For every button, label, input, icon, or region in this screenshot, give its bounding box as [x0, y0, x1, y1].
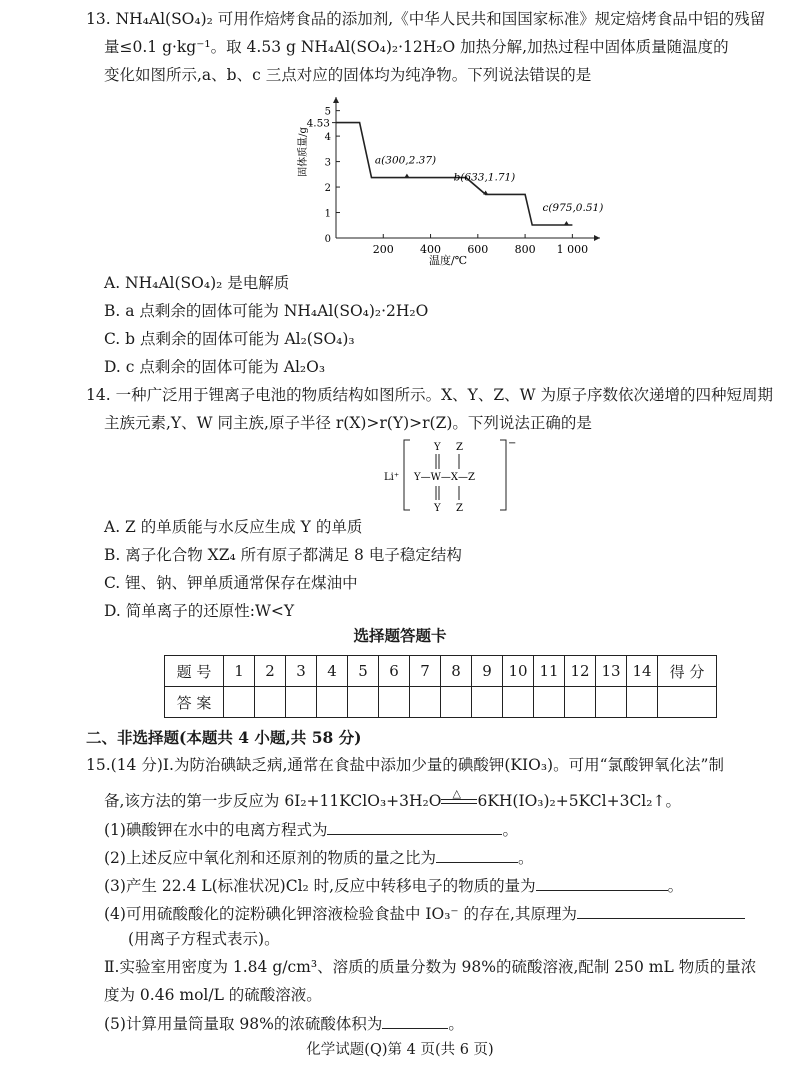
answer-cell[interactable] [534, 687, 565, 718]
question-number: 14 [627, 656, 658, 687]
x-tick-label: 400 [420, 243, 442, 256]
q15-ii-line2: 度为 0.46 mol/L 的硫酸溶液。 [104, 986, 322, 1004]
answer-blank-2[interactable] [436, 846, 518, 863]
structure-bottom-z: Z [456, 503, 463, 514]
structure-diagram [382, 436, 532, 514]
score-label: 得 分 [658, 656, 717, 687]
answer-cell[interactable] [379, 687, 410, 718]
q15-part1-text: (1)碘酸钾在水中的电离方程式为 [104, 821, 328, 839]
y-tick-label: 0 [324, 234, 331, 245]
x-tick-label: 600 [467, 243, 489, 256]
y-tick-label: 5 [324, 106, 331, 118]
y-tick-label: 4 [324, 132, 331, 144]
question-number: 1 [224, 656, 255, 687]
structure-middle-row: Y—W—X—Z [414, 472, 475, 483]
q15-part4-text: (4)可用硫酸酸化的淀粉碘化钾溶液检验食盐中 IO₃⁻ 的存在,其原理为 [104, 905, 577, 923]
mass-temperature-chart [290, 92, 610, 267]
structure-top-z: Z [456, 442, 463, 453]
y-tick-label: 2 [324, 183, 331, 195]
answer-cell[interactable] [348, 687, 379, 718]
question-number: 11 [534, 656, 565, 687]
answer-cell[interactable] [503, 687, 534, 718]
q13-line1: 13. NH₄Al(SO₄)₂ 可用作焙烤食品的添加剂,《中华人民共和国国家标准》规定焙烤食品中铝的残留 [86, 10, 766, 28]
section-2-heading: 二、非选择题(本题共 4 小题,共 58 分) [86, 728, 362, 747]
y-axis-arrow [333, 97, 339, 103]
q15-part1-end: 。 [502, 821, 518, 839]
data-point-marker [564, 221, 569, 225]
data-point-label: a(300,2.37) [374, 154, 437, 167]
q15-line1: 15.(14 分)Ⅰ.为防治碘缺乏病,通常在食盐中添加少量的碘酸钾(KIO₃)。可用“氯酸钾氧化法”制 [86, 756, 724, 774]
answer-blank-4[interactable] [577, 902, 745, 919]
q14-option-a: A. Z 的单质能与水反应生成 Y 的单质 [104, 518, 363, 536]
structure-cation: Li⁺ [384, 472, 400, 483]
q13-option-d: D. c 点剩余的固体可能为 Al₂O₃ [104, 358, 326, 376]
data-point-label: b(633,1.71) [453, 171, 516, 184]
question-number: 7 [410, 656, 441, 687]
structure-bottom-y: Y [434, 503, 441, 514]
answer-cell[interactable] [565, 687, 596, 718]
q15-part5-end: 。 [448, 1015, 464, 1033]
question-number: 8 [441, 656, 472, 687]
x-tick-label: 200 [372, 243, 394, 256]
q15-part4 [104, 902, 745, 925]
answer-cell[interactable] [224, 687, 255, 718]
structure-charge: − [508, 438, 517, 449]
question-number: 2 [255, 656, 286, 687]
answer-cell[interactable] [255, 687, 286, 718]
chart-annotations [375, 155, 603, 225]
page-footer: 化学试题(Q)第 4 页(共 6 页) [306, 1042, 494, 1058]
q14-option-d: D. 简单离子的还原性:W<Y [104, 602, 295, 620]
question-number: 13 [596, 656, 627, 687]
chart-axes [333, 97, 600, 241]
answer-blank-5[interactable] [382, 1012, 448, 1029]
q14-line1: 14. 一种广泛用于锂离子电池的物质结构如图所示。X、Y、Z、W 为原子序数依次递增的四种短周期 [86, 386, 773, 404]
q15-part3-text: (3)产生 22.4 L(标准状况)Cl₂ 时,反应中转移电子的物质的量为 [104, 877, 536, 895]
answer-card-number-row [165, 656, 717, 687]
q15-ii-line1: Ⅱ.实验室用密度为 1.84 g/cm³、溶质的质量分数为 98%的硫酸溶液,配制 250 mL 物质的量浓 [104, 958, 757, 976]
q15-equation-left: 备,该方法的第一步反应为 6I₂+11KClO₃+3H₂O [104, 792, 442, 810]
heat-symbol: △ [452, 787, 461, 800]
question-number: 10 [503, 656, 534, 687]
y-tick-label: 1 [324, 208, 331, 220]
reaction-arrow [441, 787, 477, 809]
answer-cell[interactable] [410, 687, 441, 718]
answer-cell[interactable] [596, 687, 627, 718]
q13-option-b: B. a 点剩余的固体可能为 NH₄Al(SO₄)₂·2H₂O [104, 302, 429, 320]
answer-card-table [164, 655, 717, 718]
q15-equation-right: 6KH(IO₃)₂+5KCl+3Cl₂↑。 [477, 792, 681, 810]
q13-line2: 量≤0.1 g·kg⁻¹。取 4.53 g NH₄Al(SO₄)₂·12H₂O 加热分解,加热过程中固体质量随温度的 [104, 38, 729, 56]
answer-blank-1[interactable] [327, 818, 502, 835]
structure-top-y: Y [434, 442, 441, 453]
x-tick-label: 1 000 [556, 243, 589, 256]
question-number: 6 [379, 656, 410, 687]
number-row-label: 题 号 [165, 656, 224, 687]
q13-line3: 变化如图所示,a、b、c 三点对应的固体均为纯净物。下列说法错误的是 [104, 66, 592, 84]
q15-part5-text: (5)计算用量筒量取 98%的浓硫酸体积为 [104, 1015, 383, 1033]
y-tick-label-4-53: 4.53 [306, 117, 330, 130]
question-number: 3 [286, 656, 317, 687]
q15-part4-note: (用离子方程式表示)。 [128, 930, 280, 948]
q15-part5 [104, 1012, 464, 1035]
data-point-marker [404, 174, 409, 178]
x-tick-label: 800 [514, 243, 536, 256]
question-number: 5 [348, 656, 379, 687]
score-cell[interactable] [658, 687, 717, 718]
answer-card-answer-row [165, 687, 717, 718]
q14-option-b: B. 离子化合物 XZ₄ 所有原子都满足 8 电子稳定结构 [104, 546, 462, 564]
answer-cell[interactable] [627, 687, 658, 718]
q15-part2 [104, 846, 533, 869]
q13-option-c: C. b 点剩余的固体可能为 Al₂(SO₄)₃ [104, 330, 355, 348]
answer-cell[interactable] [286, 687, 317, 718]
q13-option-a: A. NH₄Al(SO₄)₂ 是电解质 [104, 274, 290, 292]
answer-cell[interactable] [317, 687, 348, 718]
q14-option-c: C. 锂、钠、钾单质通常保存在煤油中 [104, 574, 358, 592]
data-point-label: c(975,0.51) [542, 202, 604, 215]
q15-part2-end: 。 [517, 849, 534, 867]
q14-line2: 主族元素,Y、W 同主族,原子半径 r(X)>r(Y)>r(Z)。下列说法正确的是 [104, 414, 592, 432]
x-axis-arrow [594, 235, 600, 241]
answer-blank-3[interactable] [536, 874, 668, 891]
answer-row-label: 答 案 [165, 687, 224, 718]
question-number: 12 [565, 656, 596, 687]
answer-cell[interactable] [472, 687, 503, 718]
question-number: 4 [317, 656, 348, 687]
q15-line2 [104, 787, 681, 812]
q15-part3-end: 。 [667, 877, 684, 895]
chart-y-label: 固体质量/g [298, 127, 309, 177]
q15-part1 [104, 818, 518, 841]
q15-part3 [104, 874, 683, 897]
chart-ticks [307, 107, 589, 256]
chart-x-label: 温度/℃ [428, 254, 468, 267]
question-number: 9 [472, 656, 503, 687]
q15-part2-text: (2)上述反应中氧化剂和还原剂的物质的量之比为 [104, 849, 436, 867]
y-tick-label: 3 [324, 157, 331, 169]
answer-cell[interactable] [441, 687, 472, 718]
answer-card-title: 选择题答题卡 [353, 626, 447, 645]
